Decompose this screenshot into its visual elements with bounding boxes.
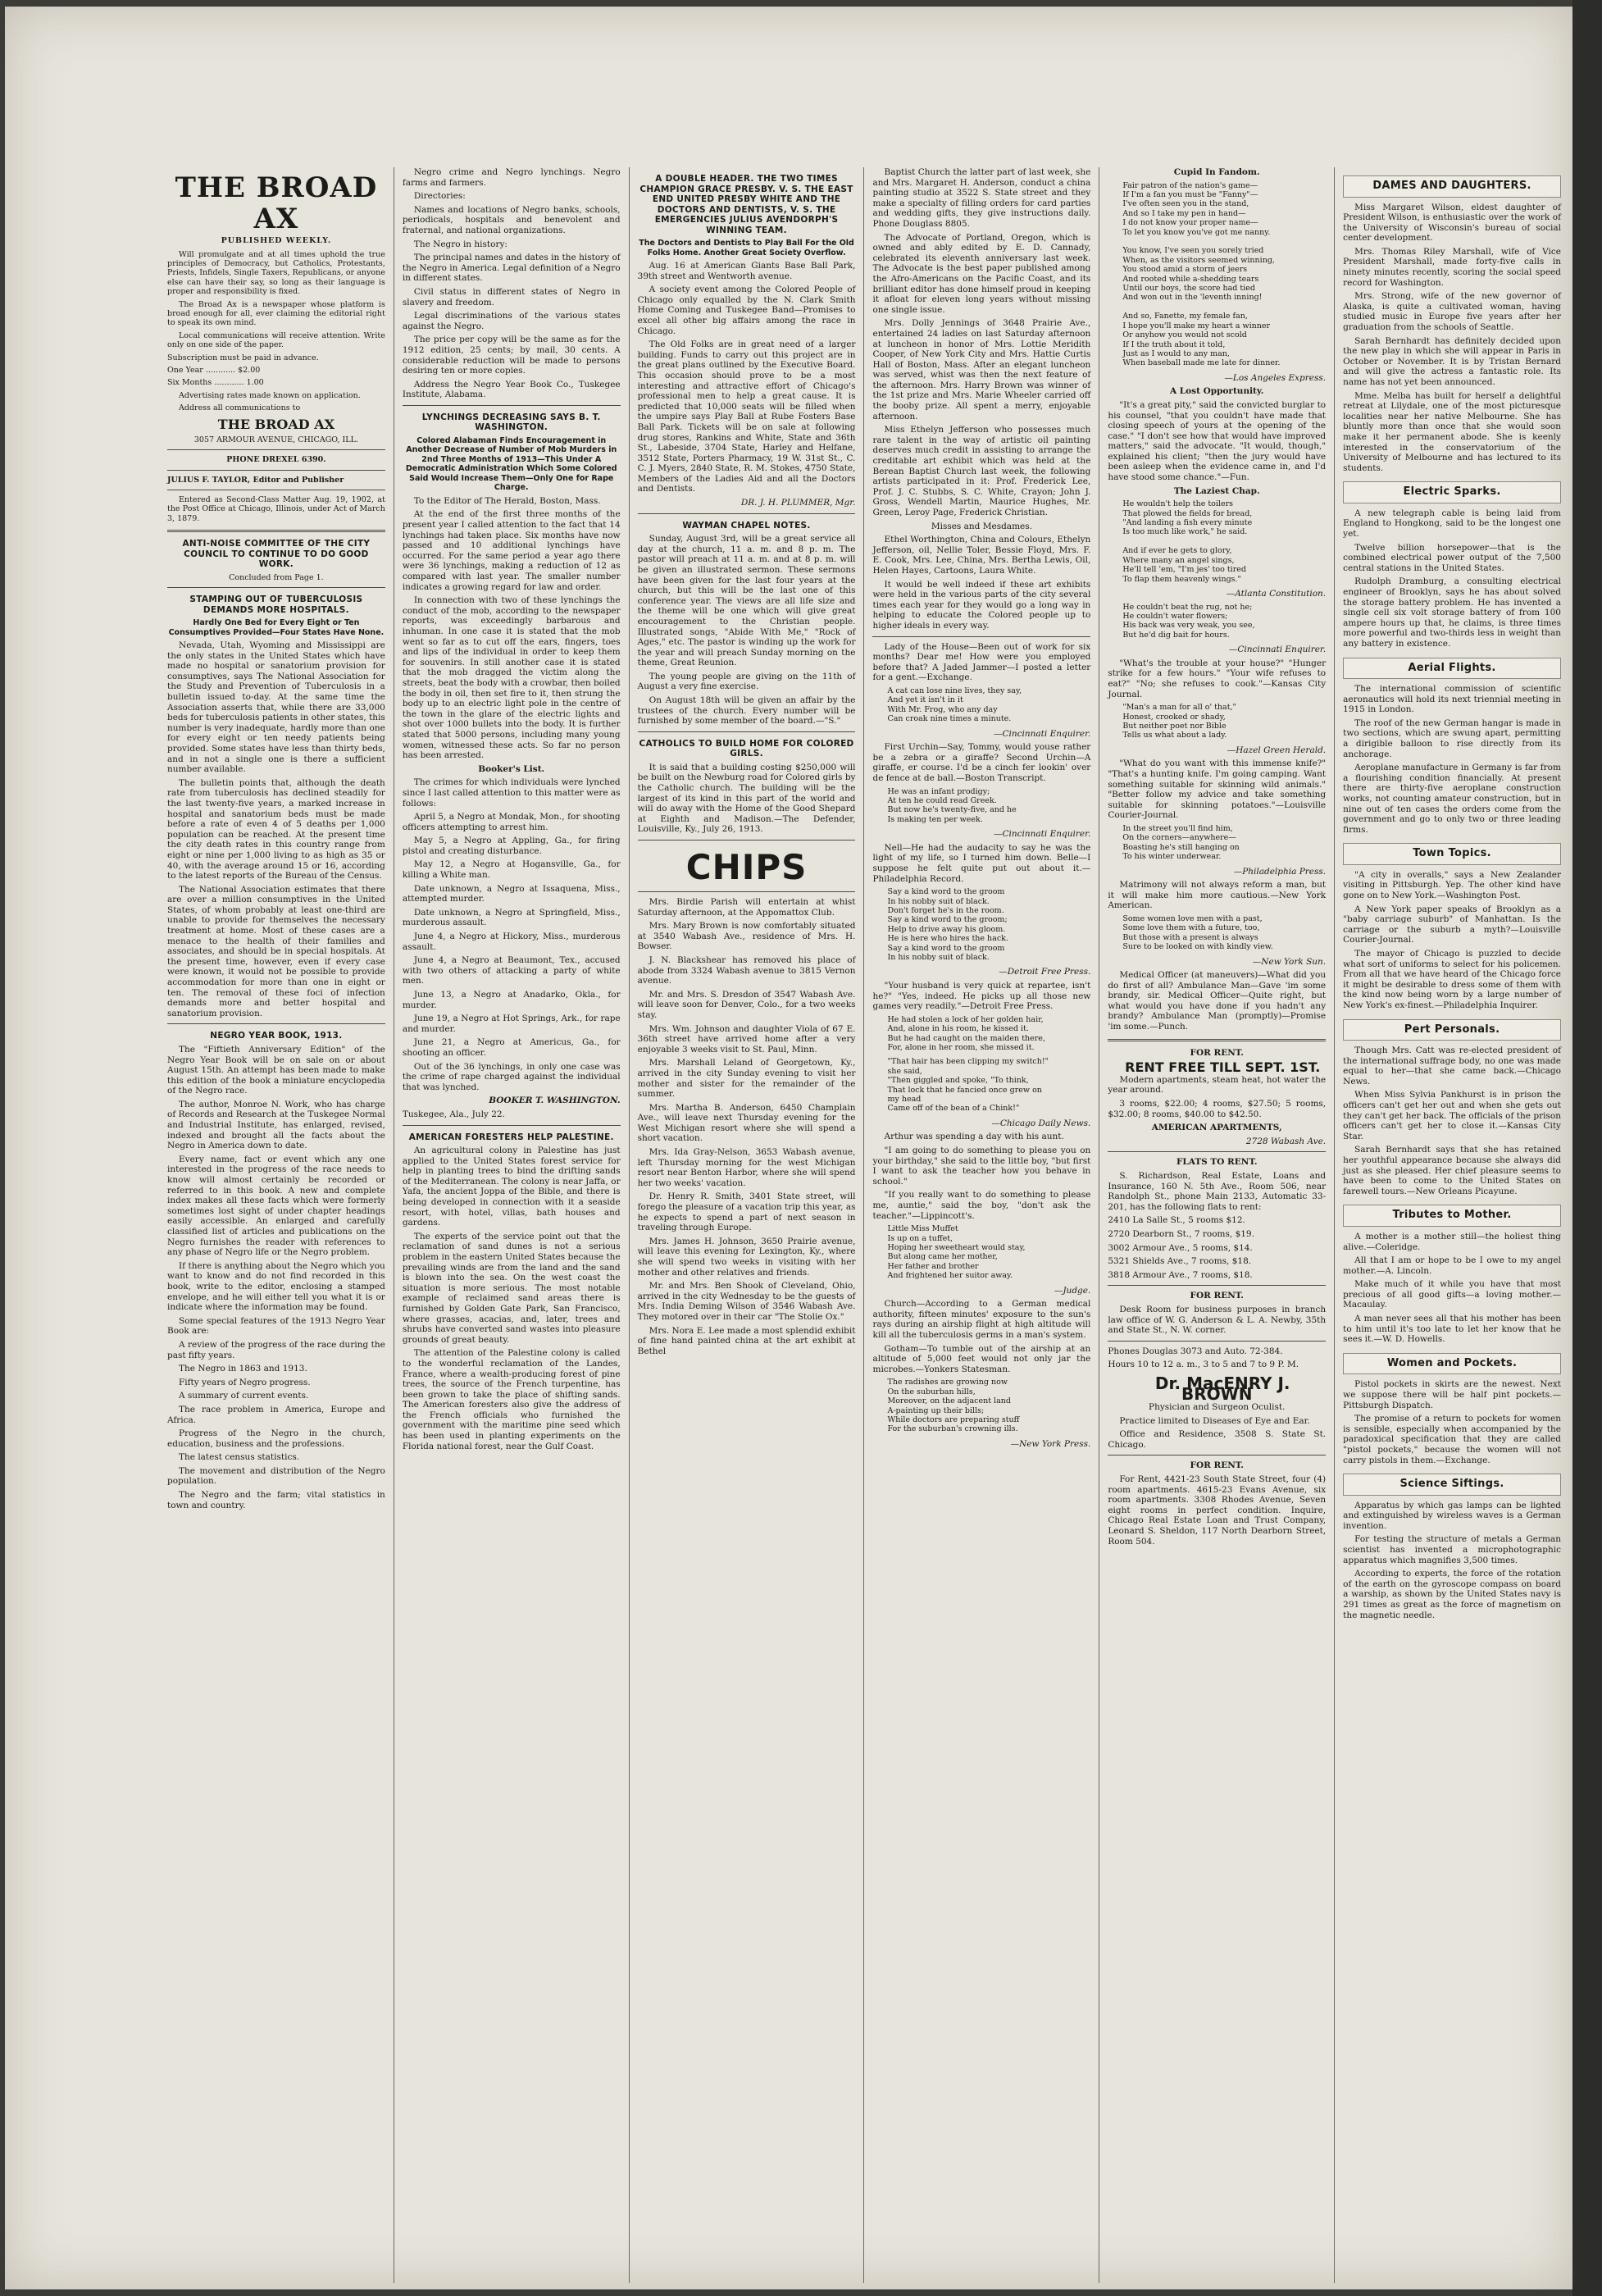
newspaper-page [5,7,1572,2289]
paragraph: To the Editor of The Herald, Boston, Mass. [413,495,601,506]
verse-source: —Philadelphia Press. [1233,866,1327,877]
address-name: THE BROAD AX [217,416,335,432]
joke: Gotham—To tumble out of the airship at an altitude of 5,000 feet would not only jar the microbes.—Yonkers Statesman. [872,1343,1091,1374]
subhead-lynchings: Colored Alabaman Finds Encouragement in Another Decrease of Number of Mob Murders in 2nd Three Months of 1913—This Under A Democratic Administration Which Some Colored Said Would Increase Them—Only One for Rape Charge. [405,435,617,493]
published-line: PUBLISHED WEEKLY. [221,236,332,245]
joke: "If you really want to do something to please me, auntie," said the boy, "don't ask the teacher."—Lippincott's. [872,1190,1091,1221]
list-item: May 5, a Negro at Appling, Ga., for firing pistol and creating disturbance. [402,836,621,856]
paragraph: In connection with two of these lynchings the conduct of the mob, according to the newspaper reports, was exceedingly barbarous and inhuman. In one case it is stated that the mob went so far as to cut off the ears, fingers, toes and lips of the individual in order to keep them for souvenirs. In still another case it is stated that the mob dragged the victim along the streets, beat the body with a crowbar, then boiled the body in oil, then set fire to it, then strung the body up to an electric light pole in the centre of the town in the glare of the electric lights and shot over 1000 bullets into the body. It is further stated that 5000 persons, including many young women, witnessed these acts. So far no person has been arrested. [402,595,621,761]
headline-yearbook: NEGRO YEAR BOOK, 1913. [210,1031,343,1041]
paragraph: The crimes for which individuals were lynched since I last called attention to this matter were as follows: [402,777,621,809]
list-item: Negro crime and Negro lynchings. Negro farms and farmers. [402,167,621,188]
ad-listing: 3818 Armour Ave., 7 rooms, $18. [1108,1269,1253,1280]
subhead-booker: Booker's List. [478,763,545,774]
item: Miss Margaret Wilson, eldest daughter of President Wilson, is enthusiastic over the work of the University of Wisconsin's bureau of social center development. [1343,202,1561,244]
item: The roof of the new German hangar is made in two sections, which are swung apart, permitting a dirigible balloon to rise directly from its anchorage. [1343,718,1561,759]
divider [1108,1151,1326,1152]
item: Sarah Bernhardt has definitely decided upon the new play in which she will appear in Paris in October or November. It is by Tristan Bernard and will give the actress a fantastic role. Its name has not yet been announced. [1343,335,1561,387]
item: Apparatus by which gas lamps can be lighted and extinguished by wireless waves is a German invention. [1343,1500,1561,1531]
item: Mrs. Strong, wife of the new governor of Alaska, is quite a cultivated woman, having studied music in Europe five years after her graduation from the schools of Seattle. [1343,291,1561,333]
verse: He had stolen a lock of her golden hair, And, alone in his room, he kissed it. But he had caught on the maiden there, For, alone in her room, she missed it. [887,1014,1045,1052]
list-item: Fifty years of Negro progress. [179,1377,311,1387]
chip-item: Mrs. Ida Gray-Nelson, 3653 Wabash avenue, left Thursday morning for the west Michigan resort near Benton Harbor, where she will spend her two weeks' vacation. [637,1147,856,1188]
column-4 [863,167,1099,2283]
joke: Lady of the House—Been out of work for six months? Dear me! How were you employed before that? A Jaded Jammer—I posted a letter for a gent.—Exchange. [872,641,1091,683]
ad-text: For Rent, 4421-23 South State Street, four (4) room apartments. 4615-23 Evans Avenue, six room apartments. 3308 Rhodes Avenue, Seven eight rooms in perfect condition. Inquire, Chicago Real Estate Loan and Trust Company, Leonard S. Sheldon, 117 North Dearborn Street, Room 504. [1108,1474,1327,1547]
phone: PHONE DREXEL 6390. [226,455,326,465]
item: Mme. Melba has built for herself a delightful retreat at Lilydale, one of the most picturesque localities near her native Melbourne. She has bluntly more than once that she would soon make it her permanent abode. She is keenly interested in the conservatorium of the University of Melbourne and has lectured to its students. [1343,390,1561,473]
section-electric: Electric Sparks. [1343,481,1561,503]
poem-title: The Laziest Chap. [1173,485,1260,496]
joke: Nell—He had the audacity to say he was the light of my life, so I turned him down. Belle—I suppose he felt quite put out about it.—Philadelphia Record. [872,842,1091,884]
joke: Arthur was spending a day with his aunt. [884,1132,1064,1142]
ad-text: Desk Room for business purposes in branch law office of W. G. Anderson & L. A. Newby, 35th and State St., N. W. corner. [1108,1304,1327,1336]
headline-wayman: WAYMAN CHAPEL NOTES. [682,520,811,531]
subhead-tuberculosis: Hardly One Bed for Every Eight or Ten Consumptives Provided—Four States Have None. [168,618,385,637]
list-item: The Negro in history: [413,239,507,249]
verse: Little Miss Muffet Is up on a tuffet, Hoping her sweetheart would stay, But along came her mother, Her father and brother And frightened her suitor away. [887,1224,1026,1281]
divider [638,731,856,732]
column-6 [1334,167,1569,2283]
verse: He was an infant prodigy; At ten he could read Greek. But now he's twenty-five, and he Is making ten per week. [887,786,1017,824]
subhead: Misses and Mesdames. [931,521,1032,531]
item: Though Mrs. Catt was re-elected president of the international suffrage body, no one was made equal to her—that she came back.—Chicago News. [1343,1046,1561,1086]
section-town: Town Topics. [1343,843,1561,865]
verse-source: —Hazel Green Herald. [1227,745,1327,755]
item: Aeroplane manufacture in Germany is far from a flourishing condition financially. At present there are thirty-five aeroplane construction works, not counting amateur construction, but in nine out of ten cases the orders come from the government and go to only two or three leading firms. [1343,763,1561,835]
verse-source: —Cincinnati Enquirer. [994,728,1091,739]
subscription-text: Subscription must be paid in advance. [167,353,319,362]
doctor-name: Dr. MacENRY J. BROWN [1154,1373,1290,1404]
section-dames: DAMES AND DAUGHTERS. [1343,175,1561,198]
paragraph: A society event among the Colored People of Chicago only equalled by the N. Clark Smith Home Coming and Tuskegee Band—Promises to excel all other big affairs among the race in Chicago. [637,285,856,336]
item: Rudolph Dramburg, a consulting electrical engineer of Brooklyn, says he has about solved the storage battery problem. He has invented a single cell six volt storage battery of from 100 ampere hours up that, he claims, is three times more powerful and two-thirds less in weight than any battery in existence. [1343,576,1561,649]
verse: Fair patron of the nation's game— If I'm a fan you must be "Fanny"— I've often seen you in the stand, And so I take my pen in hand— I do not know your proper name— To let you know you've got me nanny. You know, I've seen you sorely tried When, as the visitors seemed winning, You stood amid a storm of jeers And rooted while a-shedding tears Until our boys, the score had tied And won out in the 'leventh inning! And so, Fanette, my female fan, I hope you'll make my heart a winner Or anyhow you would not scold If I the truth about it told, Just as I would to any man, When baseball made me late for dinner. [1122,180,1281,368]
masthead: THE BROAD AX [175,171,378,235]
poem-title: Cupid In Fandom. [1173,167,1260,177]
list-item: The movement and distribution of the Negro population. [167,1465,385,1487]
item: Twelve billion horsepower—that is the combined electrical power output of the 7,500 central stations in the United States. [1343,542,1561,573]
chip-item: Mrs. Mary Brown is now comfortably situated at 3540 Wabash Ave., residence of Mrs. H. Bowser. [637,921,856,952]
item: According to experts, the force of the rotation of the earth on the gyroscope compass on board a warship, as shown by the United States navy is 291 times as great as the force of magnetism on the magnetic needle. [1343,1569,1561,1620]
paragraph: Address the Negro Year Book Co., Tuskegee Institute, Alabama. [402,379,621,400]
divider [167,470,385,471]
dateline: Tuskegee, Ala., July 22. [402,1109,505,1119]
ad-listing: 2410 La Salle St., 5 rooms $12. [1108,1215,1245,1226]
paragraph: Names and locations of Negro banks, schools, periodicals, hospitals and benevolent and fraternal, and national organizations. [402,204,621,235]
ad-text: Practice limited to Diseases of Eye and Ear. [1119,1415,1310,1426]
ad-address: 2728 Wabash Ave. [1245,1136,1327,1146]
paragraph: An agricultural colony in Palestine has just applied to the United States forest service for help in planting trees to bind the drifting sands of the Mediterranean. The colony is near Jaffa, or Yafa, the ancient Joppa of the Bible, and there is being developed in connection with it a seaside resort, with hotel, villas, bath houses and gardens. [402,1146,621,1228]
verse-source: —Chicago Daily News. [991,1118,1091,1128]
address-street: 3057 ARMOUR AVENUE, CHICAGO, ILL. [193,435,358,444]
item: The mayor of Chicago is puzzled to decide what sort of uniforms to select for his policemen. From all that we have heard of the Chicago force it might be desirable to dress some of them with the kind now being worn by a large number of New York's ex-finest.—Philadelphia Inquirer. [1343,949,1561,1010]
verse-source: —New York Sun. [1252,956,1327,967]
scan-edge [1572,0,1602,2296]
paragraph: The young people are giving on the 11th of August a very fine exercise. [637,671,856,692]
item: Make much of it while you have that most precious of all good gifts—a loving mother.—Macaulay. [1343,1279,1561,1310]
item: Sarah Bernhardt says that she has retained her youthful appearance because she always did just as she pleased. Her chief pleasure seems to have been to come to the United States on farewell tours.—New Orleans Picayune. [1343,1145,1561,1196]
joke: Matrimony will not always reform a man, but it will make him more cautious.—New York American. [1108,880,1327,911]
headline-double-header: A DOUBLE HEADER. THE TWO TIMES CHAMPION GRACE PRESBY. V. S. THE EAST END UNITED PRESBY WHITE AND THE DOCTORS AND DENTISTS, V. S. THE EMERGENCIES JULIUS AVENDORPH'S WINNING TEAM. [639,174,853,235]
ad-heading: FOR RENT. [1190,1291,1244,1301]
verse-source: —Detroit Free Press. [999,967,1091,977]
joke: "Your husband is very quick at repartee, isn't he?" "Yes, indeed. He picks up all those new games very readily."—Detroit Free Press. [872,980,1091,1012]
columns [159,167,1569,2283]
ad-heading: FOR RENT. [1190,1047,1244,1058]
independent-text: The Broad Ax is a newspaper whose platform is broad enough for all, ever claiming the editorial right to speak its own mind. [167,299,385,328]
list-item: June 4, a Negro at Hickory, Miss., murderous assault. [402,932,621,952]
verse-source: —Los Angeles Express. [1224,372,1327,383]
chip-item: Dr. Henry R. Smith, 3401 State street, will forego the pleasure of a vacation trip this year, as he expects to spend a part of next season in traveling through Europe. [637,1191,856,1233]
item: For testing the structure of metals a German scientist has invented a microphotographic apparatus which magnifies 3,500 times. [1343,1534,1561,1565]
verse: "Man's a man for all o' that," Honest, crooked or shady, But neither poet nor Bible Tells us what about a lady. [1122,703,1236,740]
verse: Say a kind word to the groom In his nobby suit of black. Don't forget he's in the room. Say a kind word to the groom; Help to drive away his gloom. He is here who hires the hack. Say a kind word to the groom In his nobby suit of black. [887,887,1008,962]
section-pert: Pert Personals. [1343,1019,1561,1041]
joke: "I am going to do something to please you on your birthday," she said to the little boy, "but first I want to ask the teacher how you behave in school." [872,1145,1091,1187]
ad-heading: FOR RENT. [1190,1460,1244,1471]
paragraph: Every name, fact or event which any one interested in the progress of the race needs to know will almost certainly be recorded or referred to in this book. A new and complete index makes all these facts which were formerly sometimes lost sight of under chapter headings easily accessible. An enlarged and carefully classified list of articles and publications on the Negro furnishes the reader with references to any phase of Negro life or the Negro problem. [167,1154,385,1258]
paragraph: The bulletin points that, although the death rate from tuberculosis has declined steadily for the last twenty-five years, a marked increase in hospital and sanatorium beds must be made before a rate of even 4 of 5 deaths per 1,000 population can be reached. At the present time the city death rates in this country range from eight or nine per 1,000 living to as high as 35 or 40, with the average around 15 or 16, according to the latest reports of the Bureau of the Census. [167,777,385,882]
ad-text: Office and Residence, 3508 S. State St. Chicago. [1108,1429,1327,1450]
ad-text: Phones Douglas 3073 and Auto. 72-384. [1108,1346,1283,1356]
chip-item: Mr. and Mrs. S. Dresdon of 3547 Wabash Ave. will leave soon for Denver, Colo., for a two weeks stay. [637,989,856,1020]
item: A New York paper speaks of Brooklyn as a "baby carriage suburb" of Manhattan. Is the carriage or the suburb a myth?—Louisville Courier-Journal. [1343,904,1561,945]
ad-text: Modern apartments, steam heat, hot water the year around. [1108,1074,1327,1096]
paragraph: The author, Monroe N. Work, who has charge of Records and Research at the Tuskegee Normal and Industrial Institute, has enlarged, revised, indexed and brought all the facts about the Negro in America down to date. [167,1099,385,1151]
paragraph: Nevada, Utah, Wyoming and Mississippi are the only states in the United States which have made no hospital or sanatorium provision for consumptives, says The National Association for the Study and Prevention of Tuberculosis in a bulletin issued to-day. At the same time the Association asserts that, while there are 33,000 beds for tuberculosis patients in other states, this number is very inadequate, hardly more than one for every eight or ten needy patients being provided. Some states have less than thirty beds, and in not a single one is there a sufficient number available. [167,640,385,775]
entered-line: Entered as Second-Class Matter Aug. 19, 1902, at the Post Office at Chicago, Illinois, under Act of March 3, 1879. [167,494,385,523]
chip-item: Mrs. Marshall Leland of Georgetown, Ky., arrived in the city Sunday evening to visit her mother and sister for the remainder of the summer. [637,1058,856,1100]
item: All that I am or hope to be I owe to my angel mother.—A. Lincoln. [1343,1255,1561,1276]
list-item: Date unknown, a Negro at Issaquena, Miss., attempted murder. [402,883,621,904]
paragraph: The principal names and dates in the history of the Negro in America. Legal definition of a Negro in different states. [402,253,621,284]
chip-item: Mrs. Nora E. Lee made a most splendid exhibit of fine hand painted china at the art exhibit at Bethel [637,1325,856,1356]
item: A new telegraph cable is being laid from England to Hongkong, said to be the longest one yet. [1343,508,1561,540]
chip-item: Mrs. Wm. Johnson and daughter Viola of 67 E. 36th street have arrived home after a very enjoyable 3 weeks visit to St. Paul, Minn. [637,1023,856,1055]
one-year: One Year ............ $2.00 [167,366,261,376]
item: A man never sees all that his mother has been to him until it's too late to let her know that he sees it.—W. D. Howells. [1343,1314,1561,1345]
list-item: Directories: [413,191,466,202]
address-line: Address all communications to [179,403,301,413]
verse-source: —Cincinnati Enquirer. [1228,645,1327,655]
divider [167,449,385,450]
paragraph: Out of the 36 lynchings, in only one case was the crime of rape charged against the individual that was lynched. [402,1061,621,1092]
paragraph: The Old Folks are in great need of a larger building. Funds to carry out this project are in the great plans outlined by the Executive Board. This occasion should prove to be a most interesting and attractive effort of Chicago's professional men to help a great cause. It is predicted that 10,000 seats will be filled when the umpire says Play Ball at Rube Fosters Base Ball Park. Tickets will be on sale at following drug stores, Rankins and White, State and 36th St., Labeside, 3704 State, Harley and Helfane, 3512 State, Porters Pharmacy, 19 W. 31st St., C. C. J. Myers, 2840 State, R. M. Stokes, 4750 State, Members of the Ladies Aid and all the Doctors and Dentists. [637,339,856,494]
paragraph: If there is anything about the Negro which you want to know and do not find recorded in this book, write to the editor, enclosing a stamped envelope, and he will either tell you what it is or indicate where the information may be found. [167,1260,385,1313]
advertising-text: Advertising rates made known on application. [179,390,361,400]
ad-listing: 3002 Armour Ave., 5 rooms, $14. [1108,1242,1253,1253]
joke: "What do you want with this immense knife?" "That's a hunting knife. I'm going camping. Want something suitable for skinning wild animals." "Better follow my advice and take something suitable for skinning potatoes."—Louisville Courier-Journal. [1108,758,1327,821]
divider [403,405,621,406]
paragraph: Mrs. Dolly Jennings of 3648 Prairie Ave., entertained 24 ladies on last Saturday afternoon at luncheon in honor of Mrs. Lottie Meridith Cooper, of New York City and Mrs. Hattie Curtis Hall of Boston, Mass. After an elegant luncheon was served, whist was then the next feature of the afternoon. Mrs. Harry Brown was winner of the 1st prize and Mrs. Marie Wheeler carried off the booby prize. All spent a merry, enjoyable afternoon. [872,318,1091,421]
section-women: Women and Pockets. [1343,1353,1561,1375]
headline-antinoise: ANTI-NOISE COMMITTEE OF THE CITY COUNCIL TO CONTINUE TO DO GOOD WORK. [182,539,371,570]
verse: Some women love men with a past, Some love them with a future, too, But those with a present is always Sure to be looked on with kindly view. [1122,913,1273,952]
list-item: The latest census statistics. [179,1452,300,1463]
paragraph: The National Association estimates that there are over a million consumptives in the United States, of whom probably at least one-third are unable to provide for themselves the necessary treatment at home. Most of these cases are a menace to the health of their families and associates, and should be in special hospitals. At the present time, however, even if every case were known, it would not be possible to provide accommodation for more than one in eight or ten. The removal of these foci of infection demands more and better hospital and sanatorium provision. [167,884,385,1018]
ad-text: S. Richardson, Real Estate, Loans and Insurance, 160 N. 5th Ave., Room 506, near Randolph St., phone Main 2133, Automatic 33-201, has the following flats to rent: [1108,1171,1327,1212]
list-item: A summary of current events. [179,1391,309,1401]
paragraph: The price per copy will be the same as for the 1912 edition, 25 cents; by mail, 30 cents. A considerable reduction will be made to persons desiring ten or more copies. [402,335,621,376]
headline-foresters: AMERICAN FORESTERS HELP PALESTINE. [408,1132,614,1142]
verse: The radishes are growing now On the suburban hills, Moreover, on the adjacent land A-painting up their bills; While doctors are preparing stuff For the suburban's crowning ills. [887,1378,1020,1434]
ad-heading: FLATS TO RENT. [1176,1157,1258,1168]
section-title-chips: CHIPS [685,847,808,887]
divider [403,1125,621,1126]
paragraph: On August 18th will be given an affair by the trustees of the church. Every number will be furnished by some member of the board.—"S." [637,695,856,727]
joke: Church—According to a German medical authority, fifteen minutes' exposure to the sun's rays during an airship flight at high altitude will kill all the tuberculosis germs in a man's system. [872,1299,1091,1340]
divider [638,513,856,514]
list-item: The Negro and the farm; vital statistics in town and country. [167,1490,385,1510]
list-item: April 5, a Negro at Mondak, Mon., for shooting officers attempting to arrest him. [402,812,621,832]
joke: "What's the trouble at your house?" "Hunger strike for a few hours." "Your wife refuses to eat?" "No; she refuses to cook."—Kansas City Journal. [1108,658,1327,699]
six-months: Six Months ............ 1.00 [167,378,264,388]
joke: "It's a great pity," said the convicted burglar to his counsel, "that you couldn't have made that closing speech of yours at the opening of the case." "I don't see how that would have improved matters," said the advocate. "It would, though," explained his client; "then the jury would have been asleep when the evidence came in, and I'd have stood some chance."—Fun. [1108,399,1327,483]
item: When Miss Sylvia Pankhurst is in prison the officers can't get her out and when she gets out they can't get her back. The officials of the prison officers can't get her to close it.—Kansas City Star. [1343,1090,1561,1141]
headline-tuberculosis: STAMPING OUT OF TUBERCULOSIS DEMANDS MORE HOSPITALS. [189,594,363,615]
subhead-double-header: The Doctors and Dentists to Play Ball For the Old Folks Home. Another Great Society Overflow. [639,239,854,257]
chip-item: Mr. and Mrs. Ben Shook of Cleveland, Ohio, arrived in the city Wednesday to be the guests of Mrs. India Deming Wilson of 3546 Wabash Ave. They motored over in their car "The Stolie Ox." [637,1281,856,1322]
divider [1108,1285,1326,1286]
ad-name: AMERICAN APARTMENTS, [1151,1123,1282,1133]
paragraph: Ethel Worthington, China and Colours, Ethelyn Jefferson, oil, Nellie Toler, Bessie Floyd, Mrs. F. E. Cook, Mrs. Lee, China, Mrs. Bertha Lewis, Oil, Helen Hayes, Cartoons, Laura White. [872,535,1091,576]
list-item: Date unknown, a Negro at Springfield, Miss., murderous assault. [402,907,621,928]
doctor-title: Physician and Surgeon Oculist. [1149,1402,1286,1413]
verse-source: —New York Press. [1010,1438,1091,1449]
item: Pistol pockets in skirts are the newest. Next we suppose there will be half pint pockets.—Pittsburgh Dispatch. [1343,1379,1561,1410]
local-text: Local communications will receive attention. Write only on one side of the paper. [167,330,385,350]
list-item: June 19, a Negro at Hot Springs, Ark., for rape and murder. [402,1014,621,1034]
section-science: Science Siftings. [1343,1474,1561,1496]
divider [167,530,385,532]
column-2 [394,167,629,2283]
ad-title: RENT FREE TILL SEPT. 1ST. [1125,1059,1321,1076]
list-item: May 12, a Negro at Hogansville, Ga., for killing a White man. [402,859,621,881]
section-aerial: Aerial Flights. [1343,658,1561,680]
chip-item: Mrs. Birdie Parish will entertain at whist Saturday afternoon, at the Appomattox Club. [637,897,856,918]
list-item: The race problem in America, Europe and Africa. [167,1404,385,1425]
list-item: June 13, a Negro at Anadarko, Okla., for murder. [402,990,621,1010]
divider [638,891,856,892]
list-item: June 4, a Negro at Beaumont, Tex., accused with two others of attacking a party of white men. [402,955,621,986]
divider [1108,1455,1326,1456]
list-item: The Negro in 1863 and 1913. [179,1364,307,1374]
item: The international commission of scientific aeronautics will hold its next triennial meeting in 1915 in London. [1343,684,1561,715]
paragraph: Some special features of the 1913 Negro Year Book are: [167,1315,385,1337]
paragraph: At the end of the first three months of the present year I called attention to the fact that 14 lynchings had taken place. Six months have now passed and 10 additional lynchings have occurred. For the same period a year ago there were 36 lynchings, making a reduction of 12 as compared with last year. The smaller number indicates a growing regard for law and order. [402,509,621,592]
divider [167,587,385,588]
column-1 [159,167,394,2283]
chip-item: J. N. Blackshear has removed his place of abode from 3324 Wabash avenue to 3815 Vernon avenue. [637,954,856,986]
item: The promise of a return to pockets for women is sensible, especially when accompanied by the paradoxical specification that they are called "pistol pockets," because the women will not carry pistols in them.—Exchange. [1343,1414,1561,1465]
verse-source: —Atlanta Constitution. [1226,588,1327,599]
paragraph: Legal discriminations of the various states against the Negro. [402,311,621,331]
verse-source: —Judge. [1054,1285,1091,1296]
item: Mrs. Thomas Riley Marshall, wife of Vice President Marshall, made forty-five calls in ninety minutes recently, scoring the social speed record for Washington. [1343,246,1561,288]
concluded: Concluded from Page 1. [229,572,324,582]
paragraph: The attention of the Palestine colony is called to the wonderful reclamation of the Landes, France, where a wealth-producing forest of pine trees, the source of the French turpentine, has been grown to take the place of shifting sands. The American foresters also give the address of the French officials who furnished the government with the maritime pine seed which has been used in planting experiments on the Florida national forest, near the Gulf Coast. [402,1348,621,1451]
ad-text: 3 rooms, $22.00; 4 rooms, $27.50; 5 rooms, $32.00; 8 rooms, $40.00 to $42.50. [1108,1099,1327,1119]
intro-text: Will promulgate and at all times uphold the true principles of Democracy, but Catholics, Protestants, Priests, Infidels, Single Taxers, Republicans, or anyone else can have their say, so long as their language is proper and responsibility is fixed. [167,249,385,297]
verse: "That hair has been clipping my switch!" she said, "Then giggled and spoke, "To think, That lock that he fancied once grew on my head Came off of the bean of a Chink!" [887,1057,1049,1114]
signature: DR. J. H. PLUMMER, Mgr. [740,498,856,508]
paragraph: The experts of the service point out that the reclamation of sand dunes is not a serious problem in the eastern United States because the prevailing winds are from the land and the sand is blown into the sea. On the west coast the situation is more serious. The most notable example of reclaimed sand areas there is furnished by Golden Gate Park, San Francisco, where grasses, acacias, and, later, trees and shrubs have converted sand wastes into pleasure grounds of great beauty. [402,1231,621,1345]
list-item: Progress of the Negro in the church, education, business and the professions. [167,1428,385,1449]
item: "A city in overalls," says a New Zealander visiting in Pittsburgh. Yep. The other kind have gone on to New York.—Washington Post. [1343,869,1561,901]
paragraph: Aug. 16 at American Giants Base Ball Park, 39th street and Wentworth avenue. [637,261,856,281]
headline-catholics: CATHOLICS TO BUILD HOME FOR COLORED GIRLS. [639,738,854,759]
paragraph: Sunday, August 3rd, will be a great service all day at the church, 11 a. m. and 8 p. m. The pastor will preach at 11 a. m. and at 8 p. m. will be given an illustrated sermon. These sermons have been given for the last four years at the church, but this will be the last one of this conference year. The views are all life size and the theme will be one which will give great encouragement to the Christian people. Illustrated songs, "Abide With Me," "Rock of Ages," etc. The pastor is winding up the work for the year and will preach Sunday morning on the theme, Great Reunion. [637,534,856,668]
paragraph: Miss Ethelyn Jefferson who possesses much rare talent in the way of artistic oil painting deserves much credit in assisting to arrange the creditable art exhibit which was held at the Berean Baptist Church last week, the following artists participated in it: Prof. Frederick Lee, Prof. J. C. Stubbs, S. C. White, Crayon; John J. Gross, Wendell Martin, Maurice Hughes, Mr. Green, Leroy Page, Frederick Christian. [872,425,1091,517]
verse: He couldn't beat the rug, not he; He couldn't water flowers; His back was very weak, you see, But he'd dig bait for hours. [1122,602,1255,640]
paragraph: The "Fiftieth Anniversary Edition" of the Negro Year Book will be on sale on or about August 15th. An attempt has been made to make this edition of the book a miniature encyclopedia of the Negro race. [167,1044,385,1096]
chip-item: Mrs. James H. Johnson, 3650 Prairie avenue, will leave this evening for Lexington, Ky., where she will spend two weeks in visiting with her mother and other relatives and friends. [637,1236,856,1278]
subhead: A Lost Opportunity. [1169,386,1264,397]
divider [1108,1341,1326,1342]
verse: In the street you'll find him, On the corners—anywhere— Boasting he's still hanging on To his winter underwear. [1122,823,1240,862]
paragraph: Civil status in different states of Negro in slavery and freedom. [402,286,621,308]
paragraph: The Advocate of Portland, Oregon, which is owned and ably edited by E. D. Cannady, celebrated its eleventh anniversary last week. The Advocate is the best paper published among the Afro-Americans on the Pacific Coast, and its brilliant editor has done himself proud in keeping it afloat for eleven long years without missing one single issue. [872,232,1091,315]
paragraph: Baptist Church the latter part of last week, she and Mrs. Margaret H. Anderson, conduct a china painting studio at 3522 S. State street and they make a specialty of filling orders for card parties and wedding gifts, they give instructions daily. Phone Douglass 8805. [872,167,1091,229]
column-3 [629,167,864,2283]
editor-line: JULIUS F. TAYLOR, Editor and Publisher [167,475,344,485]
joke: First Urchin—Say, Tommy, would youse rather be a zebra or a giraffe? Second Urchin—A giraffe, er course. I'd be a cinch fer lookin' over de fence at de ball.—Boston Transcript. [872,742,1091,783]
chip-item: Mrs. Martha B. Anderson, 6450 Champlain Ave., will leave next Thursday evening for the West Michigan resort where she will spend a short vacation. [637,1102,856,1144]
joke: Medical Officer (at maneuvers)—What did you do first of all? Ambulance Man—Gave 'im some brandy, sir. Medical Officer—Quite right, but what would you have done if you hadn't any brandy? Ambulance Man (promptly)—Promise 'im some.—Punch. [1108,970,1327,1032]
verse: A cat can lose nine lives, they say, And yet it isn't in it With Mr. Frog, who any day Can croak nine times a minute. [887,686,1022,724]
verse: He wouldn't help the toilers That plowed the fields for bread, "And landing a fish every minute Is too much like work," he said. And if ever he gets to glory, Where many an angel sings, He'll tell 'em, "I'm jes' too tired To flap them heavenly wings." [1122,499,1253,584]
divider [872,636,1090,637]
paragraph: It is said that a building costing $250,000 will be built on the Newburg road for Colored girls by the Catholic church. The building will be the largest of its kind in this part of the world and will do away with the Home of the Good Shepard at Eighth and Madison.—The Defender, Louisville, Ky., July 26, 1913. [637,762,856,835]
headline-lynchings: LYNCHINGS DECREASING SAYS B. T. WASHINGTON. [421,412,601,433]
ad-listing: 2720 Dearborn St., 7 rooms, $19. [1108,1228,1254,1239]
list-item: June 21, a Negro at Americus, Ga., for shooting an officer. [402,1037,621,1058]
verse-source: —Cincinnati Enquirer. [994,829,1091,840]
ad-text: Hours 10 to 12 a. m., 3 to 5 and 7 to 9 P. M. [1108,1360,1299,1370]
item: A mother is a mother still—the holiest thing alive.—Coleridge. [1343,1231,1561,1252]
column-5 [1099,167,1334,2283]
ad-listing: 5321 Shields Ave., 7 rooms, $18. [1108,1256,1252,1267]
paragraph: It would be well indeed if these art exhibits were held in the various parts of the city several times each year for they would go a long way in helping to educate the Colored people up to higher ideals in every way. [872,579,1091,631]
list-item: A review of the progress of the race during the past fifty years. [167,1339,385,1360]
divider [1108,1039,1326,1041]
divider [167,1023,385,1024]
signature: BOOKER T. WASHINGTON. [489,1096,621,1106]
section-tributes: Tributes to Mother. [1343,1205,1561,1227]
